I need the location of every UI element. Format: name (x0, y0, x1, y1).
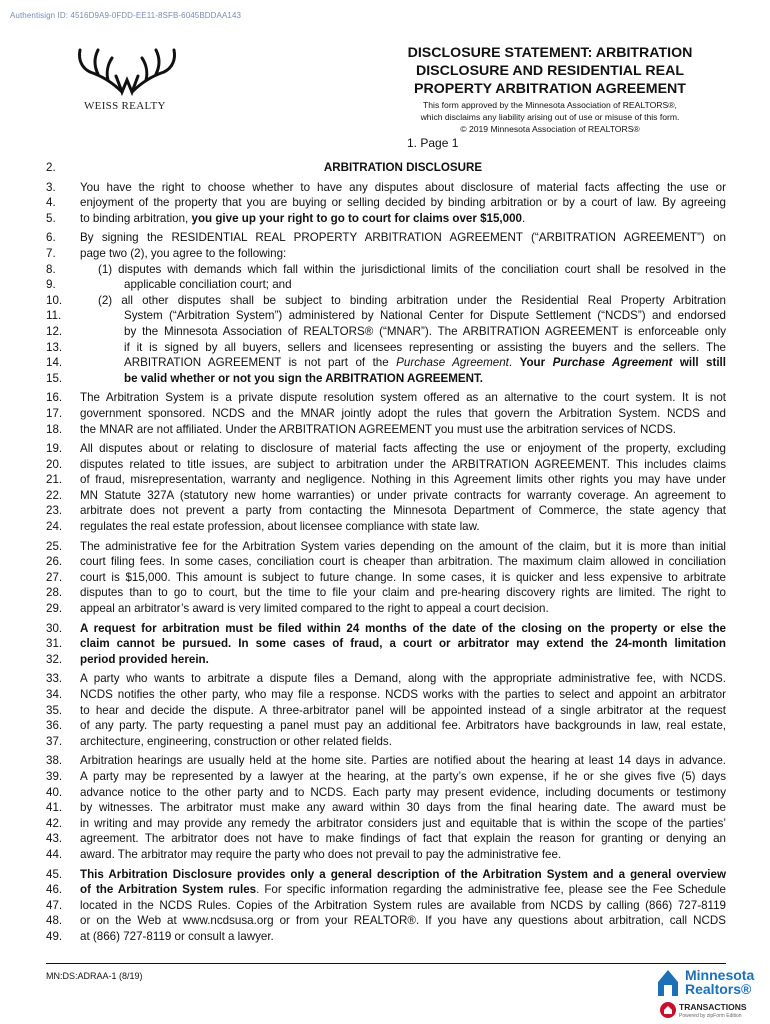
line: 4. enjoyment of the property that you are buying or selling decided by binding arbitration or by a court of law. By agreeing (46, 196, 726, 210)
page-label: 1. Page 1 (407, 136, 459, 150)
minnesota-realtors-logo (655, 966, 763, 1022)
paragraph (46, 230, 726, 386)
line: 47. located in the NCDS Rules. Copies of the Arbitration System rules are available from NCDS by calling (866) 727-8119 (46, 898, 726, 912)
document-body (46, 160, 726, 949)
logo-powered-by: Powered by zipForm Edition (679, 1013, 742, 1019)
line: 6. By signing the RESIDENTIAL REAL PROPERTY ARBITRATION AGREEMENT (“ARBITRATION AGREEMENT”) on (46, 231, 726, 245)
line: 11. System (“Arbitration System”) administered by National Center for Dispute Settlement (“NCDS”) and endorsed (46, 309, 726, 323)
line: 16. The Arbitration System is a private dispute resolution system offered as an alternative to the court system. It is not (46, 391, 726, 405)
line-2: 2. ARBITRATION DISCLOSURE (46, 161, 483, 174)
paragraph (46, 180, 726, 227)
logo-transactions: TRANSACTIONS (679, 1002, 747, 1012)
line: 28. disputes than to go to court, but the time to file your claim and pre-hearing discovery rights are limited. The right to (46, 586, 726, 600)
paragraph (46, 539, 726, 617)
paragraph (46, 867, 726, 945)
line: 46. of the Arbitration System rules. For specific information regarding the administrative fee, please see the Fee Schedule (46, 883, 726, 897)
line: 48. or on the Web at www.ncdsusa.org or from your REALTOR®. If you have any questions about arbitration, call NCDS (46, 914, 726, 928)
logo-minnesota: Minnesota (685, 967, 755, 983)
line: 30. A request for arbitration must be filed within 24 months of the date of the closing on the property or else the (46, 621, 726, 635)
line: 17. government sponsored. NCDS and the MNAR jointly adopt the rules that govern the Arbitration System. NCDS and (46, 406, 726, 420)
line: 26. court filing fees. In some cases, conciliation court is cheaper than arbitration. The maximum claim allowed in conciliation (46, 555, 726, 569)
line: 42. in writing and may provide any remedy the arbitrator considers just and equitable that is within the scope of the parties’ (46, 816, 726, 830)
paragraph (46, 671, 726, 749)
antler-logo-icon (72, 46, 182, 98)
line: 12. by the Minnesota Association of REALTORS® (“MNAR”). The ARBITRATION AGREEMENT is enforceable only (46, 324, 726, 338)
approval-notice: This form approved by the Minnesota Association of REALTORS®, which disclaims any liability arising out of use or misuse of this form. © 2019 Minnesota Association of REALTORS® (420, 100, 680, 134)
line: 18. the MNAR are not affiliated. Under the ARBITRATION AGREEMENT you must use the arbitration services of NCDS. (46, 422, 677, 436)
paragraph (46, 621, 726, 668)
line: 14. ARBITRATION AGREEMENT is not part of the Purchase Agreement. Your Purchase Agreement will still (46, 356, 726, 370)
line: 34. NCDS notifies the other party, who may file a response. NCDS works with the parties to select and appoint an arbitrator (46, 688, 726, 701)
line: 33. A party who wants to arbitrate a dispute files a Demand, along with the appropriate administrative fee, with NCDS. (46, 672, 726, 686)
line: 24. regulates the real estate profession, about licensee compliance with state law. (46, 520, 480, 534)
line: 41. by witnesses. The arbitrator must make any award within 30 days from the final hearing date. The award must be (46, 801, 726, 815)
line: 7. page two (2), you agree to the following: (46, 246, 287, 260)
line: 32. period provided herein. (46, 652, 209, 666)
line: 45. This Arbitration Disclosure provides only a general description of the Arbitration System and a general overview (46, 867, 726, 881)
line: 49. at (866) 727-8119 or consult a lawyer. (46, 929, 274, 943)
house-icon (655, 966, 681, 1022)
document-title: DISCLOSURE STATEMENT: ARBITRATION DISCLOSURE AND RESIDENTIAL REAL PROPERTY ARBITRATION AGREEMENT (407, 45, 693, 97)
line: 21. of fraud, misrepresentation, warranty and negligence. Nothing in this Agreement limits other rights you may have under (46, 473, 726, 487)
line: 38. Arbitration hearings are usually held at the home site. Parties are notified about the hearing at least 14 days in advance. (46, 754, 726, 768)
line: 15. be valid whether or not you sign the ARBITRATION AGREEMENT. (46, 371, 483, 385)
paragraph-heading (46, 160, 726, 176)
line: 25. The administrative fee for the Arbitration System varies depending on the amount of the claim, but it is more than initial (46, 539, 726, 553)
line: 39. A party may be represented by a lawyer at the hearing, at the party’s own expense, if he or she gives five (5) days (46, 769, 726, 783)
paragraph (46, 390, 726, 437)
line: 44. award. The arbitrator may require the party who does not prevail to pay the administrative fee. (46, 847, 562, 861)
weiss-realty-logo (72, 46, 182, 124)
logo-text: WEISS REALTY (84, 100, 166, 112)
paragraph (46, 753, 726, 862)
line: 20. disputes related to title issues, are subject to arbitration under the ARBITRATION AGREEMENT. This includes claims (46, 457, 726, 471)
line: 9. applicable conciliation court; and (46, 278, 292, 292)
line: 23. arbitrate does not prevent a party from contacting the Minnesota Department of Commerce, the state agency that (46, 504, 726, 518)
authentisign-id: Authentisign ID: 4516D9A9-0FDD-EE11-8SFB-6045BDDAA143 (10, 11, 242, 20)
line: 8. (1) disputes with demands which fall within the jurisdictional limits of the conciliation court shall be resolved in the (46, 262, 726, 276)
line: 29. appeal an arbitrator’s award is very limited compared to the right to appeal a court decision. (46, 602, 549, 616)
line: 31. claim cannot be pursued. In some cases of fraud, a court or arbitrator may extend the 24-month limitation (46, 637, 726, 651)
line: 19. All disputes about or relating to disclosure of material facts affecting the use or enjoyment of the property, excluding (46, 442, 726, 456)
line: 22. MN Statute 327A (statutory new home warranties) or under private contracts for warranty coverage. An agreement to (46, 488, 726, 502)
line: 40. advance notice to the other party and to NCDS. Each party may present evidence, including documents or testimony (46, 785, 726, 799)
line: 5. to binding arbitration, you give up your right to go to court for claims over $15,000. (46, 211, 526, 225)
form-code: MN:DS:ADRAA-1 (8/19) (46, 971, 143, 981)
line: 35. to hear and decide the dispute. A three-arbitrator panel will be appointed instead of a single arbitrator at the request (46, 703, 726, 717)
line: 10. (2) all other disputes shall be subject to binding arbitration under the Residential Real Property Arbitration (46, 293, 726, 307)
paragraph (46, 441, 726, 535)
line: 3. You have the right to choose whether to have any disputes about disclosure of material facts affecting the use or (46, 180, 726, 194)
line: 27. court is $15,000. This amount is subject to future change. In some cases, it is quicker and less expensive to arbitrate (46, 570, 726, 584)
line: 43. agreement. The arbitrator does not have to make findings of fact that explain the reason for granting or denying an (46, 832, 726, 846)
logo-realtors: Realtors® (685, 981, 752, 997)
line: 13. if it is signed by all buyers, sellers and licensees representing or assisting the buyers and the sellers. The (46, 340, 726, 354)
line: 37. architecture, engineering, construction or other related fields. (46, 734, 392, 748)
line: 36. of any party. The party requesting a panel must pay an additional fee. Arbitrators have backgrounds in law, real estate, (46, 719, 726, 733)
footer-divider (46, 963, 726, 964)
